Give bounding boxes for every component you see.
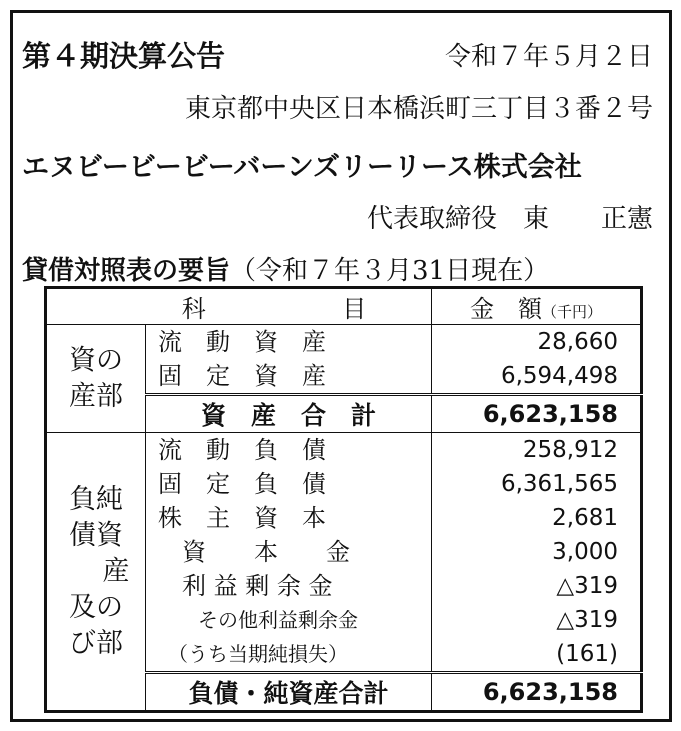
assets-section [46, 325, 642, 395]
header-account [46, 288, 432, 325]
header-unit: （千円） [541, 303, 602, 321]
subtitle-main: 貸借対照表の要旨 [22, 256, 231, 286]
company-name: エヌビービービーバーンズリーリース株式会社 [22, 152, 582, 183]
liabilities-group-line-2: 債資 [69, 519, 123, 551]
liabilities-group-line-5: び部 [69, 627, 123, 659]
assets-group-label [46, 325, 146, 433]
notice-date: 令和７年５月２日 [444, 42, 653, 72]
list-value: 2,681 [552, 505, 618, 531]
list-value: 258,912 [522, 437, 618, 463]
balance-sheet-subtitle [22, 250, 549, 287]
liabilities-group-line-1: 負純 [69, 483, 123, 515]
list-item: 流 動 資 産 [158, 328, 326, 356]
list-item: その他利益剰余金 [158, 608, 358, 632]
table-header-row [46, 288, 642, 325]
header-amount [432, 288, 642, 325]
assets-group-line-1: 資の [69, 344, 123, 376]
list-value: △319 [556, 607, 618, 633]
list-item: 固 定 資 産 [158, 362, 326, 390]
liabilities-total-label: 負債・純資産合計 [146, 673, 432, 712]
company-address: 東京都中央区日本橋浜町三丁目３番２号 [184, 94, 653, 124]
list-item: 固 定 負 債 [158, 470, 326, 498]
notice-title: 第４期決算公告 [22, 39, 226, 73]
assets-values [432, 325, 642, 395]
header-kamoku-right: 目 [342, 295, 367, 323]
liabilities-group-label [46, 433, 146, 712]
list-value: 3,000 [552, 539, 618, 565]
list-value: 6,594,498 [500, 363, 618, 389]
list-item: 株 主 資 本 [158, 504, 326, 532]
list-value: 28,660 [537, 329, 618, 355]
list-item: 利 益 剰 余 金 [158, 572, 333, 600]
list-value: △319 [556, 573, 618, 599]
liabilities-group-line-3: 産 [102, 555, 130, 587]
assets-total-value: 6,623,158 [432, 395, 642, 433]
liabilities-items [146, 433, 432, 673]
list-item: 資 本 金 [158, 538, 350, 566]
assets-total-label: 資 産 合 計 [146, 395, 432, 433]
header-kamoku-left: 科 [181, 295, 206, 323]
representative: 代表取締役 東 正憲 [366, 204, 653, 234]
liabilities-values [432, 433, 642, 673]
balance-sheet-table [44, 286, 643, 713]
list-value: (161) [556, 641, 618, 667]
list-item: （うち当期純損失） [158, 642, 348, 666]
assets-group-line-2: 産部 [69, 380, 123, 412]
liabilities-section [46, 433, 642, 673]
list-item: 流 動 負 債 [158, 436, 326, 464]
liabilities-total-value: 6,623,158 [432, 673, 642, 712]
assets-items [146, 325, 432, 395]
subtitle-date: （令和７年３月31日現在） [230, 256, 550, 286]
list-value: 6,361,565 [500, 471, 618, 497]
liabilities-group-line-4: 及の [69, 591, 123, 623]
header-amount-label: 金 額 [469, 295, 542, 323]
